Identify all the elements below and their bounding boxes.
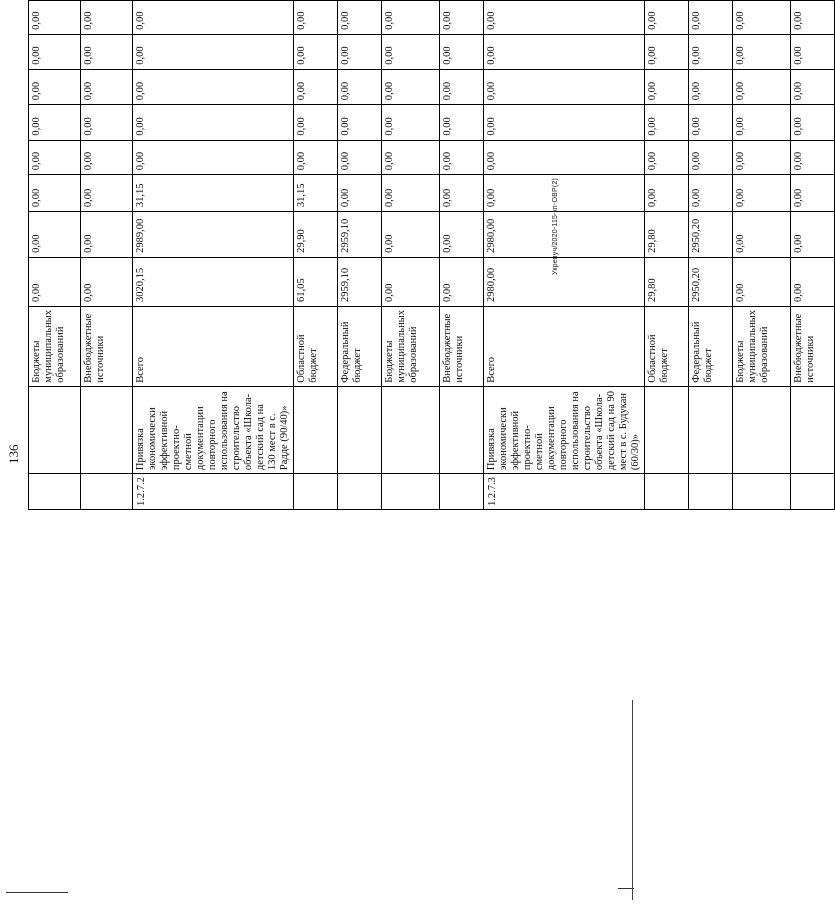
row-source: Бюджеты муниципальных образований: [29, 307, 81, 387]
row-value: 0,00: [484, 140, 645, 175]
row-name: [29, 386, 81, 473]
row-value: 0,00: [689, 105, 733, 140]
row-code: [29, 474, 81, 510]
row-value: 0,00: [645, 34, 689, 69]
row-value: 0,00: [133, 105, 294, 140]
row-value: 0,00: [733, 1, 791, 35]
row-code: [733, 474, 791, 510]
scan-artifact-line: [6, 892, 68, 893]
row-source: Областной бюджет: [294, 307, 338, 387]
row-value: 0,00: [29, 105, 81, 140]
row-value: 0,00: [294, 105, 338, 140]
row-code: [689, 474, 733, 510]
row-value: 0,00: [133, 1, 294, 35]
row-code: [791, 474, 835, 510]
row-value: 0,00: [133, 140, 294, 175]
row-source: Внебюджетные источники: [440, 307, 484, 387]
row-value: 0,00: [338, 175, 382, 212]
row-source: Всего: [484, 307, 645, 387]
row-value: 0,00: [791, 105, 835, 140]
row-source: Федеральный бюджет: [689, 307, 733, 387]
row-value: 0,00: [81, 34, 133, 69]
table-row: [29, 1, 81, 510]
row-value: 0,00: [791, 212, 835, 258]
row-value: 29,90: [294, 212, 338, 258]
row-value: 0,00: [81, 212, 133, 258]
row-value: 0,00: [689, 1, 733, 35]
row-value: 0,00: [294, 140, 338, 175]
row-value: 0,00: [29, 69, 81, 105]
row-value: 0,00: [29, 140, 81, 175]
row-value: 0,00: [484, 105, 645, 140]
row-value: 0,00: [484, 175, 645, 212]
row-value: 0,00: [29, 212, 81, 258]
row-value: 0,00: [791, 69, 835, 105]
row-name: Привязка экономически эффективной проектно-сметной документации повторного использования на строительство объекта «Школа-детский сад на 130 мест в с. Радде (90/40)»: [133, 386, 294, 473]
row-value: 0,00: [440, 69, 484, 105]
row-value: 0,00: [382, 212, 440, 258]
row-value: 0,00: [791, 257, 835, 306]
row-value: 2989,00: [133, 212, 294, 258]
row-value: 0,00: [81, 175, 133, 212]
row-value: 0,00: [81, 257, 133, 306]
row-name: [791, 386, 835, 473]
row-value: 0,00: [733, 140, 791, 175]
row-value: 0,00: [733, 34, 791, 69]
row-source: Внебюджетные источники: [81, 307, 133, 387]
row-value: 2959,10: [338, 212, 382, 258]
row-value: 0,00: [81, 105, 133, 140]
table-row: [791, 1, 835, 510]
row-value: 2950,20: [689, 257, 733, 306]
row-value: 0,00: [338, 69, 382, 105]
row-value: 0,00: [29, 175, 81, 212]
row-value: 0,00: [733, 175, 791, 212]
row-value: 2959,10: [338, 257, 382, 306]
row-value: 0,00: [440, 175, 484, 212]
row-value: 31,15: [294, 175, 338, 212]
row-code: [81, 474, 133, 510]
row-value: 0,00: [733, 105, 791, 140]
row-value: 0,00: [133, 69, 294, 105]
row-name: [81, 386, 133, 473]
row-value: 0,00: [133, 34, 294, 69]
row-value: 0,00: [382, 69, 440, 105]
row-value: 0,00: [338, 105, 382, 140]
row-value: 0,00: [791, 175, 835, 212]
row-value: 0,00: [294, 1, 338, 35]
row-value: 0,00: [440, 34, 484, 69]
row-value: 3020,15: [133, 257, 294, 306]
table-row: [338, 1, 382, 510]
row-name: [689, 386, 733, 473]
row-value: 0,00: [440, 212, 484, 258]
table-row: [81, 1, 133, 510]
row-value: 61,05: [294, 257, 338, 306]
row-value: 0,00: [733, 212, 791, 258]
row-value: 0,00: [294, 69, 338, 105]
row-value: 29,80: [645, 212, 689, 258]
row-code: 1.2.7.2: [133, 474, 294, 510]
row-code: [294, 474, 338, 510]
row-value: 0,00: [29, 1, 81, 35]
scan-artifact-edge: [632, 700, 633, 900]
row-name: [440, 386, 484, 473]
row-value: 0,00: [81, 140, 133, 175]
row-value: 2950,20: [689, 212, 733, 258]
row-value: 0,00: [338, 34, 382, 69]
row-value: 0,00: [791, 140, 835, 175]
row-value: 0,00: [689, 175, 733, 212]
table-body: [29, 1, 835, 510]
row-value: 0,00: [382, 34, 440, 69]
row-source: Областной бюджет: [645, 307, 689, 387]
row-source: Бюджеты муниципальных образований: [733, 307, 791, 387]
row-value: 0,00: [733, 69, 791, 105]
row-value: 0,00: [689, 140, 733, 175]
row-value: 0,00: [791, 1, 835, 35]
row-code: [645, 474, 689, 510]
row-code: [382, 474, 440, 510]
row-code: [440, 474, 484, 510]
row-source: Внебюджетные источники: [791, 307, 835, 387]
table-row: [294, 1, 338, 510]
row-value: 0,00: [29, 34, 81, 69]
row-code: [338, 474, 382, 510]
row-value: 0,00: [733, 257, 791, 306]
row-value: 0,00: [29, 257, 81, 306]
row-value: 0,00: [382, 175, 440, 212]
row-value: 0,00: [791, 34, 835, 69]
row-source: Бюджеты муниципальных образований: [382, 307, 440, 387]
row-value: 0,00: [294, 34, 338, 69]
row-value: 31,15: [133, 175, 294, 212]
row-value: 0,00: [645, 105, 689, 140]
row-value: 0,00: [689, 34, 733, 69]
row-value: 0,00: [645, 175, 689, 212]
row-name: [338, 386, 382, 473]
document-stamp: Укрепуч/2020-115-кп-ОВР(2): [552, 178, 559, 275]
row-value: 0,00: [81, 1, 133, 35]
row-value: 0,00: [338, 1, 382, 35]
row-name: [382, 386, 440, 473]
row-name: Привязка экономически эффективной проектно-сметной документации повторного использования на строительство объекта «Школа-детский сад на 90 мест в с. Будукан (60/30)»: [484, 386, 645, 473]
table-row: [133, 1, 294, 510]
row-value: 0,00: [484, 69, 645, 105]
row-value: 2980,00: [484, 212, 645, 258]
row-source: Федеральный бюджет: [338, 307, 382, 387]
table-row: [440, 1, 484, 510]
row-value: 0,00: [440, 140, 484, 175]
row-value: 0,00: [382, 105, 440, 140]
row-value: 0,00: [689, 69, 733, 105]
table-row: [733, 1, 791, 510]
row-code: 1.2.7.3: [484, 474, 645, 510]
row-value: 0,00: [645, 69, 689, 105]
row-source: Всего: [133, 307, 294, 387]
row-value: 0,00: [338, 140, 382, 175]
page-number: 136: [6, 444, 21, 464]
table-row: [484, 1, 645, 510]
row-value: 0,00: [81, 69, 133, 105]
row-value: 29,80: [645, 257, 689, 306]
row-value: 0,00: [440, 105, 484, 140]
row-value: 0,00: [484, 1, 645, 35]
table-row: [645, 1, 689, 510]
row-value: 0,00: [484, 34, 645, 69]
row-value: 0,00: [382, 140, 440, 175]
row-name: [294, 386, 338, 473]
row-value: 0,00: [382, 1, 440, 35]
row-value: 0,00: [645, 140, 689, 175]
table-row: [689, 1, 733, 510]
budget-table: [28, 0, 835, 510]
row-value: 0,00: [440, 1, 484, 35]
row-value: 0,00: [382, 257, 440, 306]
row-value: 2980,00: [484, 257, 645, 306]
row-value: 0,00: [645, 1, 689, 35]
row-name: [645, 386, 689, 473]
table-row: [382, 1, 440, 510]
row-value: 0,00: [440, 257, 484, 306]
row-name: [733, 386, 791, 473]
